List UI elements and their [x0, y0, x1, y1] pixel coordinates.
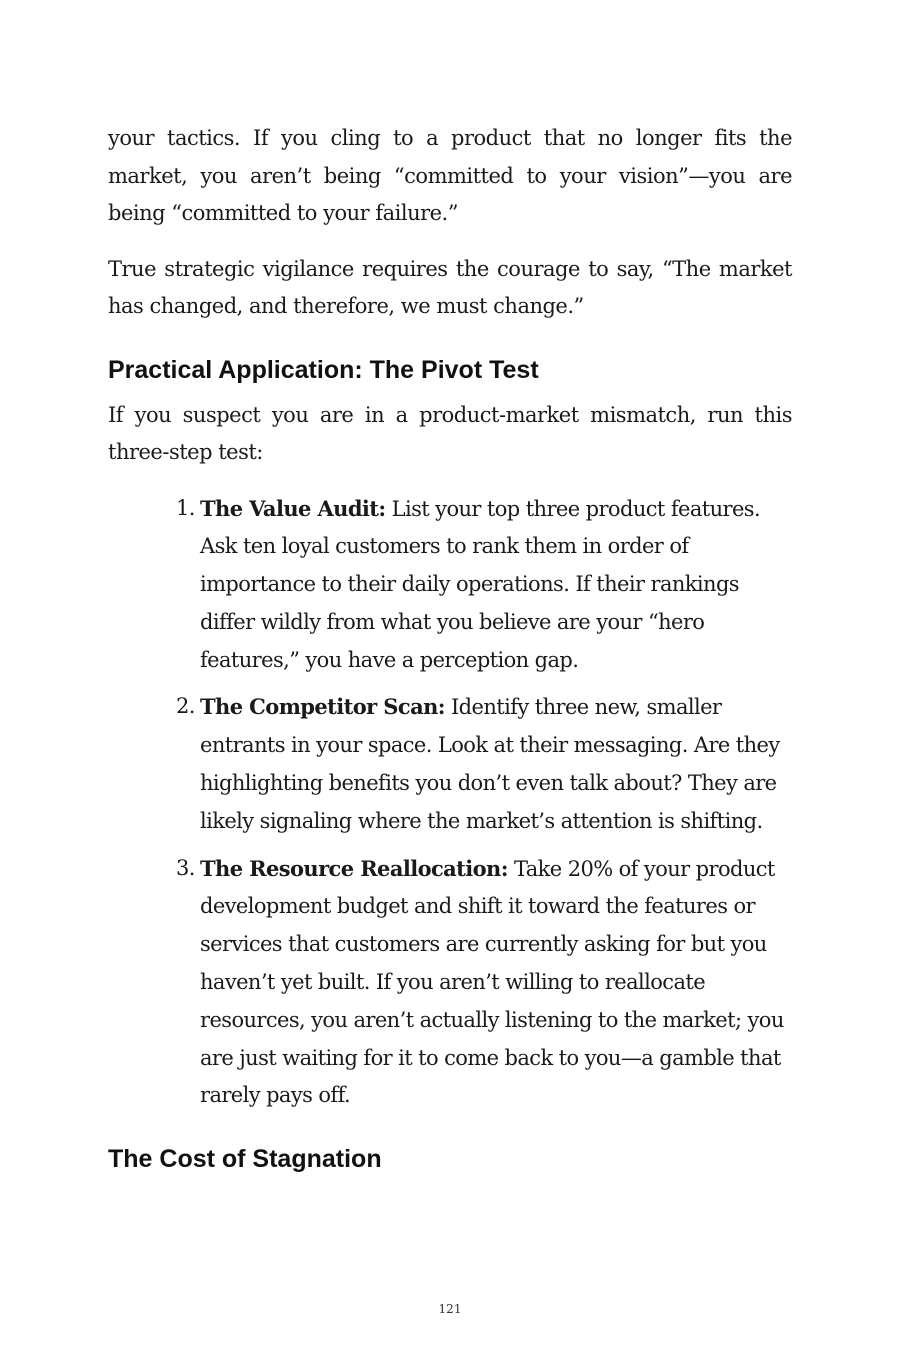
step-title: The Resource Reallocation:	[200, 855, 508, 881]
page-number: 121	[438, 1302, 462, 1316]
steps-list	[108, 490, 792, 1116]
step-title: The Competitor Scan:	[200, 694, 445, 720]
list-item	[108, 850, 792, 1116]
list-item	[108, 688, 792, 840]
page-body	[108, 120, 792, 1186]
step-number: 2.	[176, 694, 195, 719]
step-number: 1.	[176, 495, 195, 520]
section-heading: Practical Application: The Pivot Test	[108, 355, 539, 384]
step-title: The Value Audit:	[200, 495, 386, 521]
step-text: Identify three new, smaller entrants in your space. Look at their messaging. Are they highlighting benefits you don’t even talk about? They are likely signaling where the market’s attention is shifting.	[200, 695, 780, 833]
step-text: List your top three product features. Ask ten loyal customers to rank them in order of importance to their daily operations. If their rankings differ wildly from what you believe are your “hero features,” you have a perception gap.	[200, 496, 761, 672]
paragraph: your tactics. If you cling to a product that no longer fits the market, you aren’t being “committed to your vision”—you are being “committed to your failure.”	[108, 126, 792, 225]
paragraph: True strategic vigilance requires the courage to say, “The market has changed, and therefore, we must change.”	[108, 256, 792, 318]
section-heading: The Cost of Stagnation	[108, 1145, 382, 1174]
step-text: Take 20% of your product development budget and shift it toward the features or services that customers are currently asking for but you haven’t yet built. If you aren’t willing to reallocate resources, you aren’t actually listening to the market; you are just waiting for it to come back to you—a gamble that rarely pays off.	[200, 856, 784, 1108]
step-number: 3.	[176, 855, 195, 880]
section-intro: If you suspect you are in a product-market mismatch, run this three-step test:	[108, 402, 792, 464]
list-item	[108, 490, 792, 680]
